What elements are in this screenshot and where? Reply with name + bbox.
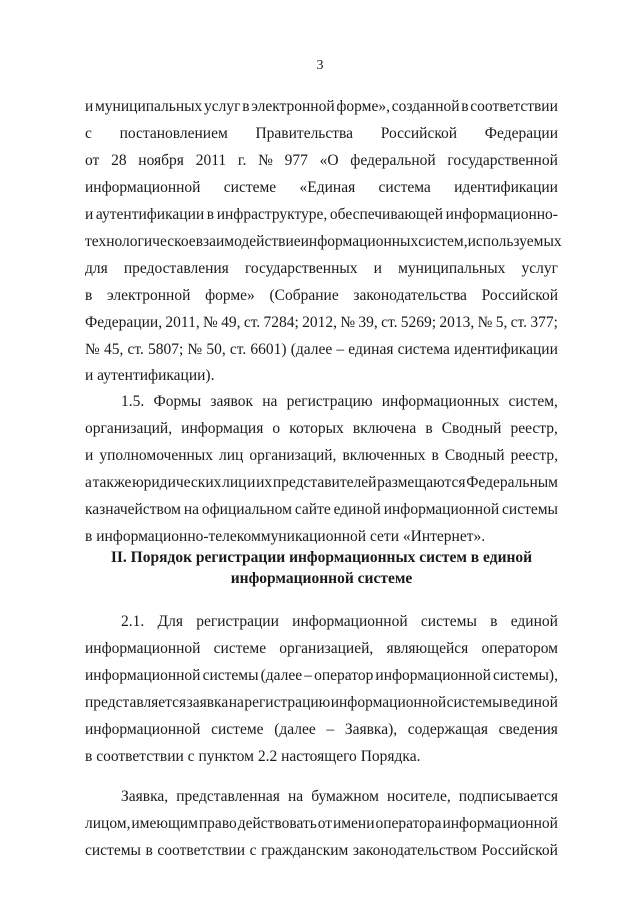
word: 5, — [495, 314, 508, 331]
word: также — [92, 474, 132, 491]
word: юридических — [132, 474, 222, 491]
text-line — [85, 259, 558, 279]
word: аутентификации — [95, 206, 205, 223]
word: и — [85, 206, 94, 223]
word: являющейся — [386, 640, 469, 657]
word: в — [431, 447, 439, 464]
word: единой — [333, 501, 381, 518]
word: идентификации — [454, 179, 558, 196]
word: сети — [369, 528, 403, 545]
word: Правительства — [255, 125, 354, 142]
word: Для — [157, 613, 183, 630]
word: реестр, — [510, 447, 558, 464]
text-line — [85, 814, 558, 834]
word: сайте — [294, 501, 331, 518]
word: 5269; — [400, 314, 437, 331]
word: (далее — [260, 667, 303, 684]
word: 45, — [103, 341, 124, 358]
word: в — [145, 842, 153, 859]
text-line — [85, 446, 558, 466]
word: информационной — [85, 640, 201, 657]
text-line — [121, 392, 558, 412]
word: – — [304, 667, 312, 684]
text-line — [85, 151, 558, 171]
word: и — [247, 474, 256, 491]
word: и — [373, 260, 382, 277]
word: Российской — [481, 287, 558, 304]
word: 2011, — [165, 314, 200, 331]
word: и — [85, 98, 94, 115]
word: о — [272, 420, 281, 437]
word: Федерации, — [85, 314, 163, 331]
word: в — [242, 98, 250, 115]
text-line — [121, 787, 558, 807]
word: на — [228, 694, 244, 711]
word: лиц — [219, 447, 244, 464]
word: подписывается — [458, 788, 558, 805]
word: Федеральным — [466, 474, 558, 491]
word: единая — [348, 341, 394, 358]
text-line — [85, 693, 558, 713]
word: имеющим — [131, 815, 198, 832]
text-line — [85, 720, 558, 740]
word: единой — [510, 613, 558, 630]
word: ст. — [229, 341, 247, 358]
word: системе — [211, 721, 264, 738]
text-line — [85, 500, 558, 520]
word: уполномоченных — [99, 447, 213, 464]
word: 5807; — [147, 341, 184, 358]
word: заявок — [210, 393, 254, 410]
word: содержащая — [407, 721, 489, 738]
word: оператором — [481, 640, 558, 657]
word: системы — [420, 613, 477, 630]
word: представляется — [85, 694, 187, 711]
word: в — [490, 613, 498, 630]
word: регистрацию — [244, 694, 331, 711]
word: услуг — [204, 98, 241, 115]
word: законодательством — [352, 842, 477, 859]
word: 39, — [358, 314, 378, 331]
word: соответствии — [470, 98, 558, 115]
word: носителе, — [386, 788, 451, 805]
word: технологическое — [85, 233, 196, 250]
word: систем, — [418, 233, 468, 250]
word: на — [287, 788, 304, 805]
word: 1.5. — [121, 393, 145, 410]
word: обеспечивающей — [329, 206, 444, 223]
word: информационных — [300, 233, 419, 250]
word: для — [85, 260, 108, 277]
word: системе — [213, 640, 267, 657]
word: гражданским — [261, 842, 349, 859]
word: «Единая — [299, 179, 356, 196]
word: Формы — [153, 393, 202, 410]
word: ст. — [510, 314, 528, 331]
word: ноября — [138, 152, 184, 169]
word: 2011 — [195, 152, 227, 169]
word: на — [262, 393, 278, 410]
word: от — [317, 815, 333, 832]
word: информация — [181, 420, 264, 437]
word: информационной — [383, 501, 500, 518]
word: г. — [237, 152, 247, 169]
word: Российской — [380, 125, 458, 142]
word: ст. — [127, 341, 144, 358]
word: на — [183, 501, 200, 518]
text-line — [85, 97, 558, 117]
word: в — [206, 206, 215, 223]
word: представителей — [272, 474, 377, 491]
word: государственных — [244, 260, 358, 277]
word: которых — [289, 420, 344, 437]
section-heading-line-2: информационной системе — [230, 570, 413, 587]
word: 977 — [284, 152, 308, 169]
text-line — [85, 419, 558, 439]
word: электронной — [106, 287, 191, 304]
word: 49, — [221, 314, 241, 331]
word: регистрацию — [286, 393, 373, 410]
word: Сводный — [441, 420, 502, 437]
word: информационной — [85, 179, 201, 196]
text-line — [85, 124, 558, 144]
word: настоящего — [281, 748, 361, 765]
word: лицом, — [85, 815, 131, 832]
page-number: 3 — [316, 58, 324, 73]
word: бумажном — [311, 788, 379, 805]
word: (Собрание — [269, 287, 339, 304]
word: регистрации — [196, 613, 279, 630]
word: включена — [352, 420, 417, 437]
word: ст. — [381, 314, 398, 331]
word: инфраструктуре, — [216, 206, 328, 223]
word: размещаются — [377, 474, 466, 491]
word: взаимодействие — [195, 233, 301, 250]
word: информационно-телекоммуникационной — [96, 528, 370, 545]
word: (далее — [290, 341, 333, 358]
word: Заявка), — [344, 721, 398, 738]
word: с — [249, 842, 257, 859]
word: государственной — [447, 152, 558, 169]
word: система — [397, 341, 450, 358]
word: информационной — [292, 613, 408, 630]
word: Порядка. — [360, 748, 421, 765]
word: оператора — [375, 815, 442, 832]
text-line — [85, 232, 562, 252]
word: № — [340, 314, 356, 331]
word: системы — [502, 501, 558, 518]
word: системе — [223, 179, 277, 196]
word: имени — [332, 815, 375, 832]
word: официальном — [201, 501, 292, 518]
word: 2013, — [439, 314, 475, 331]
word: включенных — [342, 447, 426, 464]
word: в — [502, 694, 511, 711]
word: муниципальных — [95, 98, 203, 115]
word: 2012, — [302, 314, 337, 331]
text-line — [85, 473, 558, 493]
word: № — [85, 341, 100, 358]
word: в — [85, 528, 97, 545]
word: 50, — [206, 341, 226, 358]
word: в — [425, 420, 433, 437]
word: форме» — [205, 287, 255, 304]
word: федеральной — [350, 152, 436, 169]
word: лиц — [222, 474, 247, 491]
word: электронной — [251, 98, 335, 115]
word: организаций, — [85, 420, 173, 437]
word: – — [336, 341, 345, 358]
word: в — [85, 748, 97, 765]
word: информационной — [375, 667, 491, 684]
word: в — [85, 287, 93, 304]
word: информационных — [381, 393, 500, 410]
word: действовать — [237, 815, 317, 832]
text-line — [121, 612, 558, 632]
word: ст. — [243, 314, 261, 331]
word: пунктом — [198, 748, 258, 765]
word: 2.2 — [257, 748, 282, 765]
word: № — [203, 314, 218, 331]
word: законодательства — [353, 287, 467, 304]
word: – — [326, 721, 335, 738]
word: представленная — [176, 788, 280, 805]
word: а — [85, 474, 92, 491]
text-line — [85, 666, 558, 686]
word: Сводный — [444, 447, 505, 464]
word: Российской — [481, 842, 558, 859]
word: 28 — [111, 152, 127, 169]
text-line — [85, 527, 558, 547]
word: информационной — [85, 721, 201, 738]
word: соответствии — [96, 748, 188, 765]
word: реестр, — [510, 420, 558, 437]
word: форме», — [336, 98, 390, 115]
word: организацией, — [279, 640, 374, 657]
text-line — [85, 178, 558, 198]
word: Федерации — [484, 125, 558, 142]
word: муниципальных — [398, 260, 506, 277]
text-line — [85, 841, 558, 861]
word: с — [85, 125, 92, 142]
word: № — [477, 314, 493, 331]
word: система — [378, 179, 431, 196]
word: сведения — [498, 721, 558, 738]
word: информационной — [85, 667, 201, 684]
word: единой — [510, 694, 558, 711]
word: информационной — [442, 815, 558, 832]
word: услуг — [521, 260, 558, 277]
text-line — [85, 205, 558, 225]
word: аутентификации). — [97, 367, 215, 384]
word: казначейством — [85, 501, 181, 518]
word: 7284; — [263, 314, 299, 331]
word: «О — [319, 152, 339, 169]
word: системы — [85, 842, 141, 859]
word: созданной — [391, 98, 460, 115]
word: оператор — [314, 667, 374, 684]
word: соответствии — [157, 842, 246, 859]
word: организаций, — [249, 447, 337, 464]
word: информационной — [330, 694, 447, 711]
word: системы — [202, 667, 259, 684]
text-line — [85, 639, 558, 659]
word: Заявка, — [121, 788, 169, 805]
word: с — [187, 748, 199, 765]
word: № — [258, 152, 273, 169]
word: (далее — [274, 721, 316, 738]
text-line — [85, 340, 558, 360]
word: от — [85, 152, 100, 169]
word: их — [256, 474, 273, 491]
word: в — [461, 98, 469, 115]
word: 377; — [530, 314, 558, 331]
word: 6601) — [250, 341, 287, 358]
word: идентификации — [454, 341, 558, 358]
word: 2.1. — [121, 613, 145, 630]
word: систем, — [508, 393, 558, 410]
word: информационно- — [445, 206, 558, 223]
word: системы), — [492, 667, 558, 684]
word: предоставления — [123, 260, 229, 277]
word: заявка — [186, 694, 229, 711]
word: и — [85, 367, 98, 384]
text-line — [85, 313, 558, 333]
word: «Интернет». — [402, 528, 486, 545]
word: право — [198, 815, 237, 832]
word: используемых — [467, 233, 562, 250]
word: и — [85, 447, 94, 464]
section-heading-line-1: II. Порядок регистрации информационных систем в единой — [110, 549, 533, 566]
word: № — [187, 341, 203, 358]
word: системы — [446, 694, 503, 711]
text-line — [85, 747, 558, 767]
text-line — [85, 286, 558, 306]
word: постановлением — [119, 125, 228, 142]
text-line — [85, 366, 558, 386]
